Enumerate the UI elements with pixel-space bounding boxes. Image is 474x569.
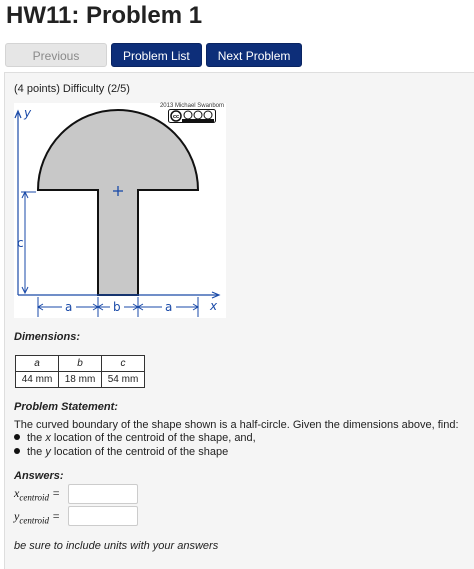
stem-shape <box>98 190 138 295</box>
bullet-x-centroid: the x location of the centroid of the shape, and, <box>14 432 256 444</box>
x-centroid-input[interactable] <box>68 484 138 504</box>
previous-problem-button[interactable]: Previous <box>5 43 107 67</box>
problem-list-button[interactable]: Problem List <box>111 43 202 67</box>
x-axis-label: x <box>210 299 218 313</box>
x-centroid-label: $x_{centroid}$ = <box>14 486 61 503</box>
next-problem-button[interactable]: Next Problem <box>206 43 303 67</box>
bullet-y-centroid: the y location of the centroid of the shape <box>14 446 228 458</box>
dimensions-table <box>15 355 145 388</box>
y-axis-label: y <box>24 106 32 120</box>
problem-navigation <box>5 43 302 67</box>
problem-figure <box>14 103 226 318</box>
dimensions-value-row <box>16 372 145 388</box>
dimension-c-label: c <box>17 236 24 250</box>
figure-copyright: 2013 Michael Swanbom cc <box>160 103 224 123</box>
page-title: HW11: Problem 1 <box>6 2 203 29</box>
points-difficulty: (4 points) Difficulty (2/5) <box>14 83 130 95</box>
y-centroid-label: $y_{centroid}$ = <box>14 509 61 526</box>
value-a: 44 mm <box>16 372 59 388</box>
dimension-a-left-label: a <box>65 300 73 314</box>
header-c: c <box>102 356 145 372</box>
header-b: b <box>59 356 102 372</box>
t-shape-diagram <box>14 103 226 318</box>
half-circle-shape <box>38 110 198 190</box>
value-b: 18 mm <box>59 372 102 388</box>
bullet-dot <box>14 448 20 454</box>
dimension-a-right-label: a <box>165 300 173 314</box>
statement-text: The curved boundary of the shape shown is a half-circle. Given the dimensions above, find: <box>14 419 459 431</box>
value-c: 54 mm <box>102 372 145 388</box>
y-centroid-input[interactable] <box>68 506 138 526</box>
dimensions-header-row <box>16 356 145 372</box>
svg-text:cc: cc <box>172 114 180 121</box>
units-note: be sure to include units with your answers <box>14 540 219 552</box>
bullet-dot <box>14 434 20 440</box>
dimension-b-label: b <box>113 300 121 314</box>
answers-heading: Answers: <box>14 470 64 482</box>
header-a: a <box>16 356 59 372</box>
problem-panel <box>4 72 474 569</box>
statement-heading: Problem Statement: <box>14 401 118 413</box>
dimensions-heading: Dimensions: <box>14 331 81 343</box>
